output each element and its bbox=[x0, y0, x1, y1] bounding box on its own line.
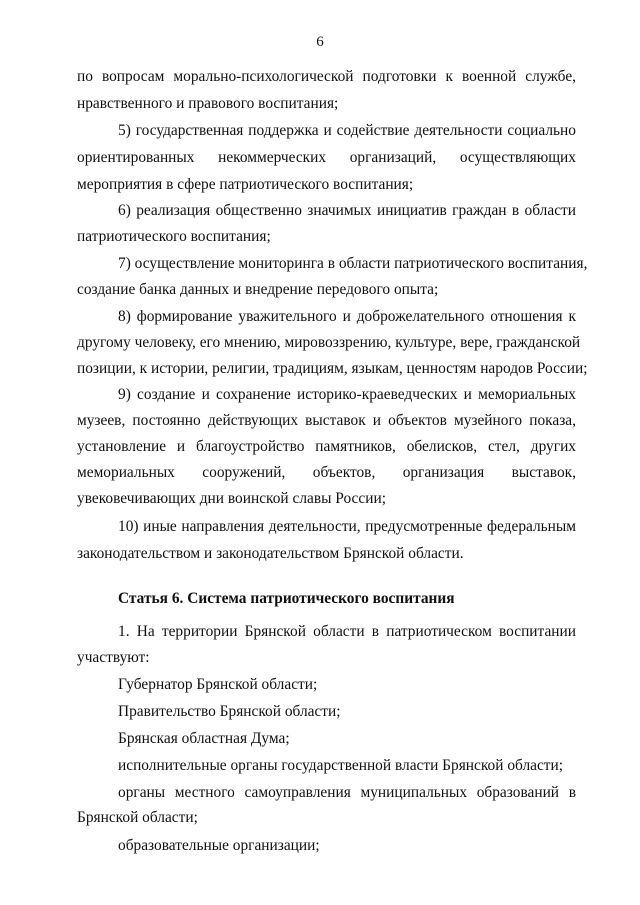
text-line: мемориальных сооружений, объектов, организация выставок, bbox=[77, 464, 576, 481]
text-line: ориентированных некоммерческих организаций, осуществляющих bbox=[77, 149, 576, 166]
text-line: Брянская областная Дума; bbox=[118, 730, 290, 747]
text-line: органы местного самоуправления муниципальных образований в bbox=[118, 784, 576, 801]
text-line: Правительство Брянской области; bbox=[118, 703, 341, 720]
text-line: 9) создание и сохранение историко-краеведческих и мемориальных bbox=[118, 386, 576, 403]
text-line: 6) реализация общественно значимых инициатив граждан в области bbox=[118, 202, 576, 219]
text-line: музеев, постоянно действующих выставок и объектов музейного показа, bbox=[77, 412, 576, 429]
text-line: установление и благоустройство памятников, обелисков, стел, других bbox=[77, 438, 576, 455]
text-line: 7) осуществление мониторинга в области патриотического воспитания, bbox=[118, 255, 588, 272]
text-line: исполнительные органы государственной власти Брянской области; bbox=[118, 757, 564, 774]
text-line: мероприятия в сфере патриотического воспитания; bbox=[77, 176, 414, 193]
text-line: 8) формирование уважительного и доброжелательного отношения к bbox=[118, 308, 576, 325]
text-line: 5) государственная поддержка и содействие деятельности социально bbox=[118, 122, 576, 139]
article-heading: Статья 6. Система патриотического воспитания bbox=[118, 590, 455, 607]
text-line: законодательством и законодательством Брянской области. bbox=[77, 545, 464, 562]
text-line: позиции, к истории, религии, традициям, языкам, ценностям народов России; bbox=[77, 360, 588, 377]
text-line: участвуют: bbox=[77, 649, 150, 666]
text-line: 10) иные направления деятельности, предусмотренные федеральным bbox=[118, 518, 576, 535]
text-line: создание банка данных и внедрение передового опыта; bbox=[77, 281, 439, 298]
text-line: нравственного и правового воспитания; bbox=[77, 95, 339, 112]
text-line: 1. На территории Брянской области в патриотическом воспитании bbox=[118, 623, 576, 640]
text-line: другому человеку, его мнению, мировоззрению, культуре, вере, гражданской bbox=[77, 334, 581, 351]
page-number: 6 bbox=[316, 34, 324, 50]
text-line: патриотического воспитания; bbox=[77, 228, 271, 245]
text-line: Брянской области; bbox=[77, 809, 198, 826]
text-line: образовательные организации; bbox=[118, 837, 320, 854]
text-line: увековечивающих дни воинской славы России; bbox=[77, 490, 386, 507]
text-line: Губернатор Брянской области; bbox=[118, 676, 318, 693]
text-line: по вопросам морально-психологической подготовки к военной службе, bbox=[77, 68, 576, 85]
